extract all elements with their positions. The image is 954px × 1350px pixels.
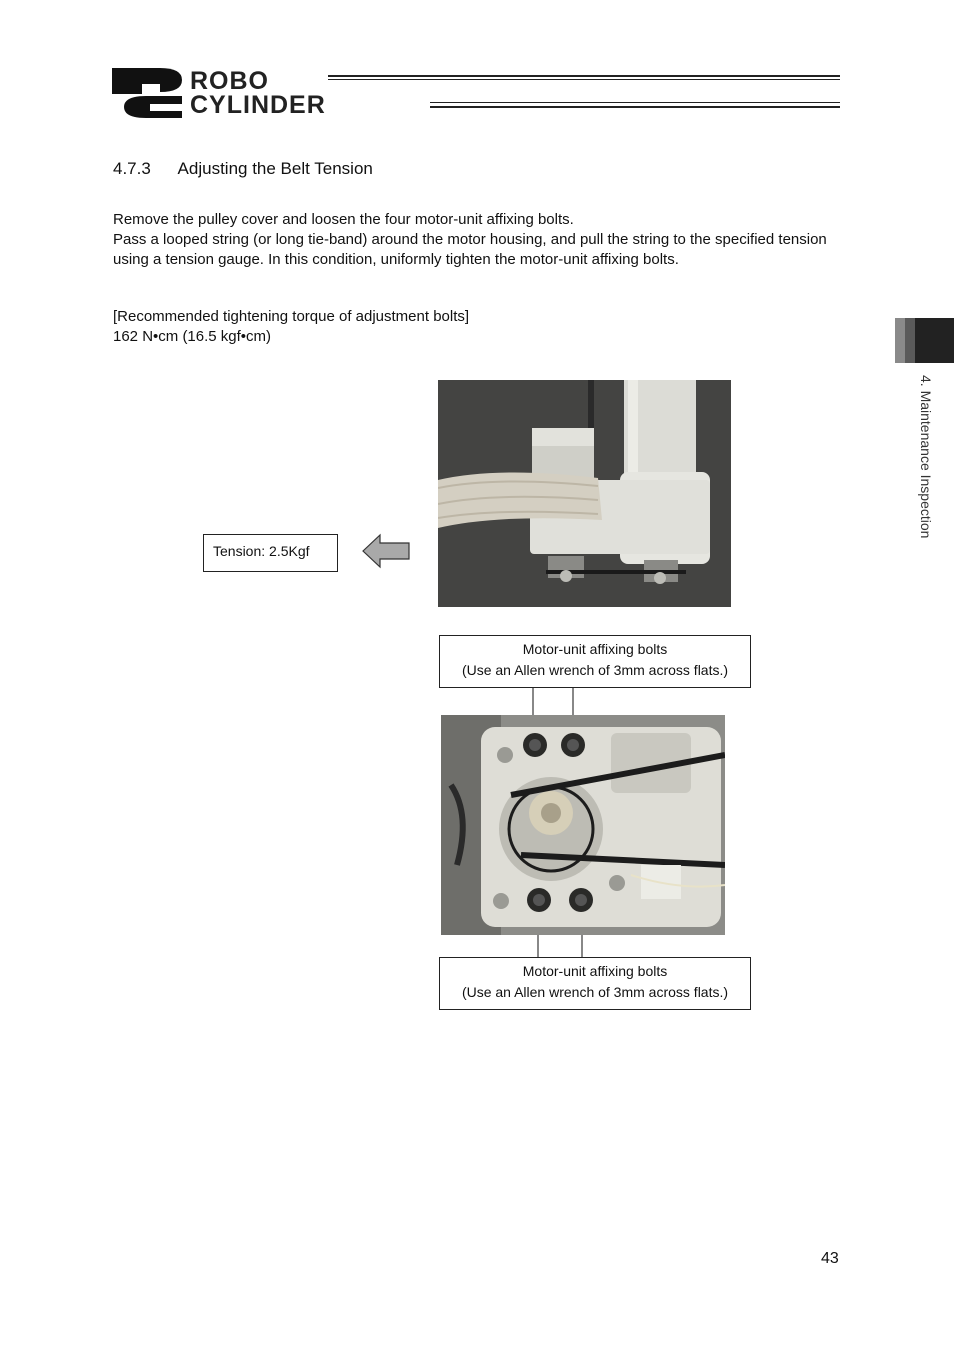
bolts-label-top-line2: (Use an Allen wrench of 3mm across flats.) [461,662,729,678]
torque-value: 162 N•cm (16.5 kgf•cm) [113,328,272,345]
bolts-label-bottom-line2: (Use an Allen wrench of 3mm across flats.) [461,984,729,1000]
motor-bolts-photo [441,715,725,935]
motor-tension-photo [438,380,731,607]
header-logo [112,66,842,120]
bolts-label-bottom [439,957,751,1010]
torque-heading: [Recommended tightening torque of adjustment bolts] [113,308,470,325]
paragraph-1: Remove the pulley cover and loosen the four motor-unit affixing bolts. [113,211,574,228]
section-number: 4.7.3 [113,159,151,178]
bolts-label-top [439,635,751,688]
header-rule-top [328,75,840,77]
bolts-label-top-line1: Motor-unit affixing bolts [522,641,668,657]
logo-line2: CYLINDER [190,91,326,119]
page-number: 43 [821,1250,839,1267]
header-rule-bottom [430,102,840,103]
paragraph-2: Pass a looped string (or long tie-band) around the motor housing, and pull the string to the specified tension using a tension gauge. In this condition, uniformly tighten the motor-unit affixing bolts. [113,231,827,268]
section-title: Adjusting the Belt Tension [177,159,373,178]
header-rule-top2 [328,79,840,80]
section-heading [113,159,373,179]
rc-logo-icon [112,66,184,120]
header-rule-bottom2 [430,106,840,108]
side-tab-marker [895,318,954,363]
tension-label: Tension: 2.5Kgf [203,534,338,572]
side-tab-label: 4. Maintenance Inspection [918,375,934,539]
bolts-label-bottom-line1: Motor-unit affixing bolts [522,963,668,979]
left-arrow-icon [362,533,412,569]
logo-line1: ROBO [190,67,269,95]
